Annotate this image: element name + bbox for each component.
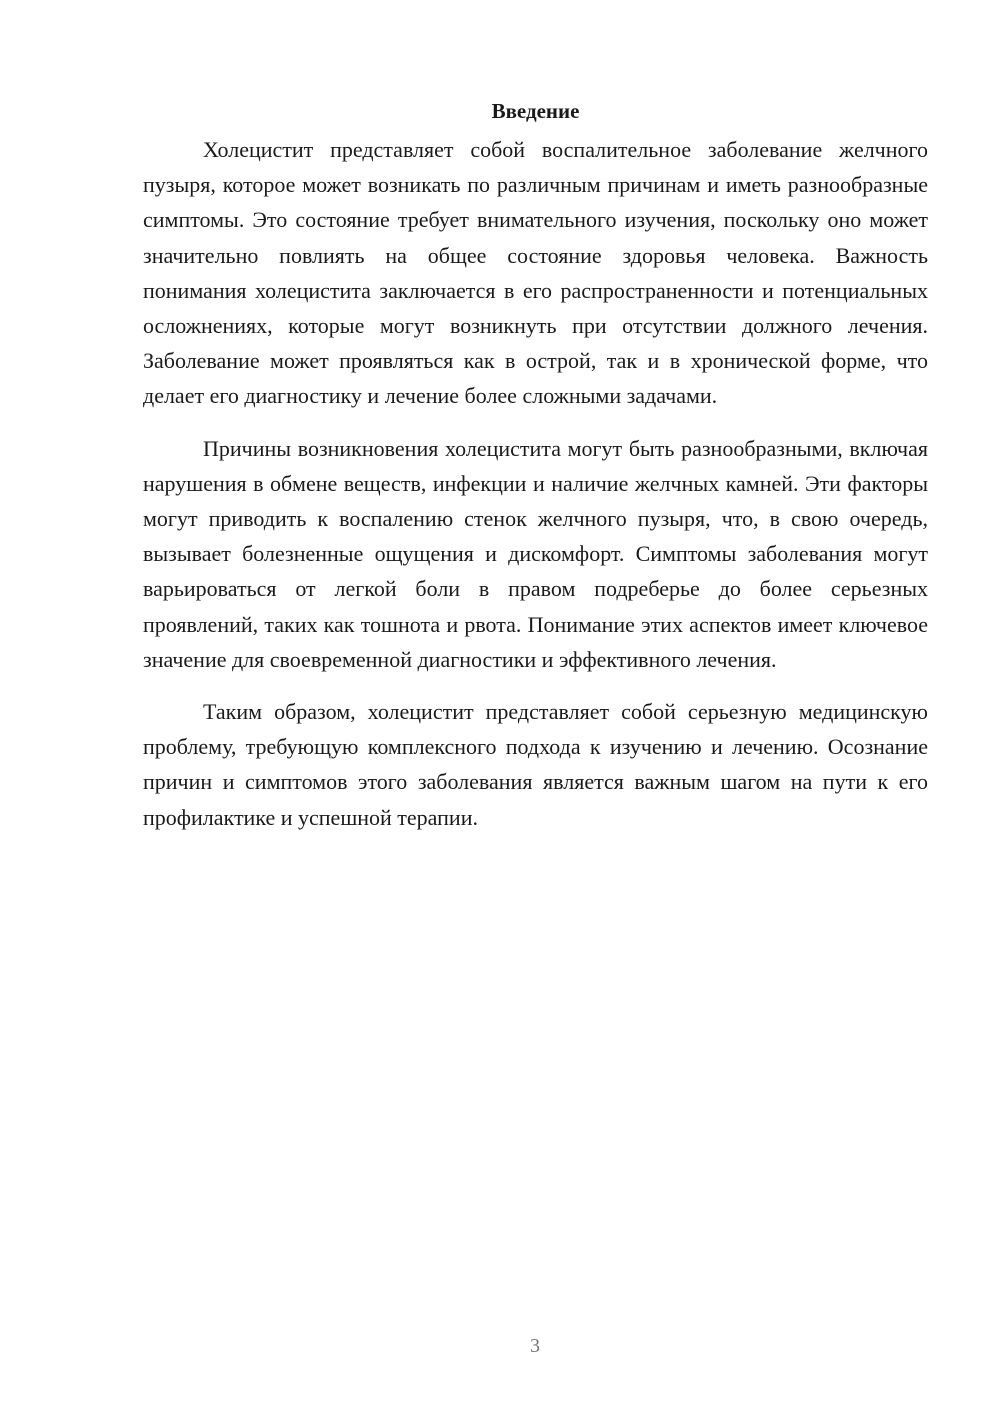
paragraph-causes: Причины возникновения холецистита могут быть разнообразными, включая нарушения в обмене веществ, инфекции и наличие желчных камней. Эти факторы могут приводить к воспалению стенок желчного пузыря, что, в свою очередь, вызывает болезненные ощущения и дискомфорт. Симптомы заболевания могут варьироваться от легкой боли в правом подреберье до более серьезных проявлений, таких как тошнота и рвота. Понимание этих аспектов имеет ключевое значение для своевременной диагностики и эффективного лечения. xyxy=(143,435,928,672)
page-number: 3 xyxy=(530,1335,540,1357)
paragraph-conclusion: Таким образом, холецистит представляет собой серьезную медицинскую проблему, требующую комплексного подхода к изучению и лечению. Осознание причин и симптомов этого заболевания является важным шагом на пути к его профилактике и успешной терапии. xyxy=(143,699,928,830)
paragraph-intro: Холецистит представляет собой воспалительное заболевание желчного пузыря, которое может возникать по различным причинам и иметь разнообразные симптомы. Это состояние требует внимательного изучения, поскольку оно может значительно повлиять на общее состояние здоровья человека. Важность понимания холецистита заключается в его распространенности и потенциальных осложнениях, которые могут возникнуть при отсутствии должного лечения. Заболевание может проявляться как в острой, так и в хронической форме, что делает его диагностику и лечение более сложными задачами. xyxy=(143,137,928,409)
section-heading: Введение xyxy=(491,99,580,123)
page-content xyxy=(143,96,928,852)
